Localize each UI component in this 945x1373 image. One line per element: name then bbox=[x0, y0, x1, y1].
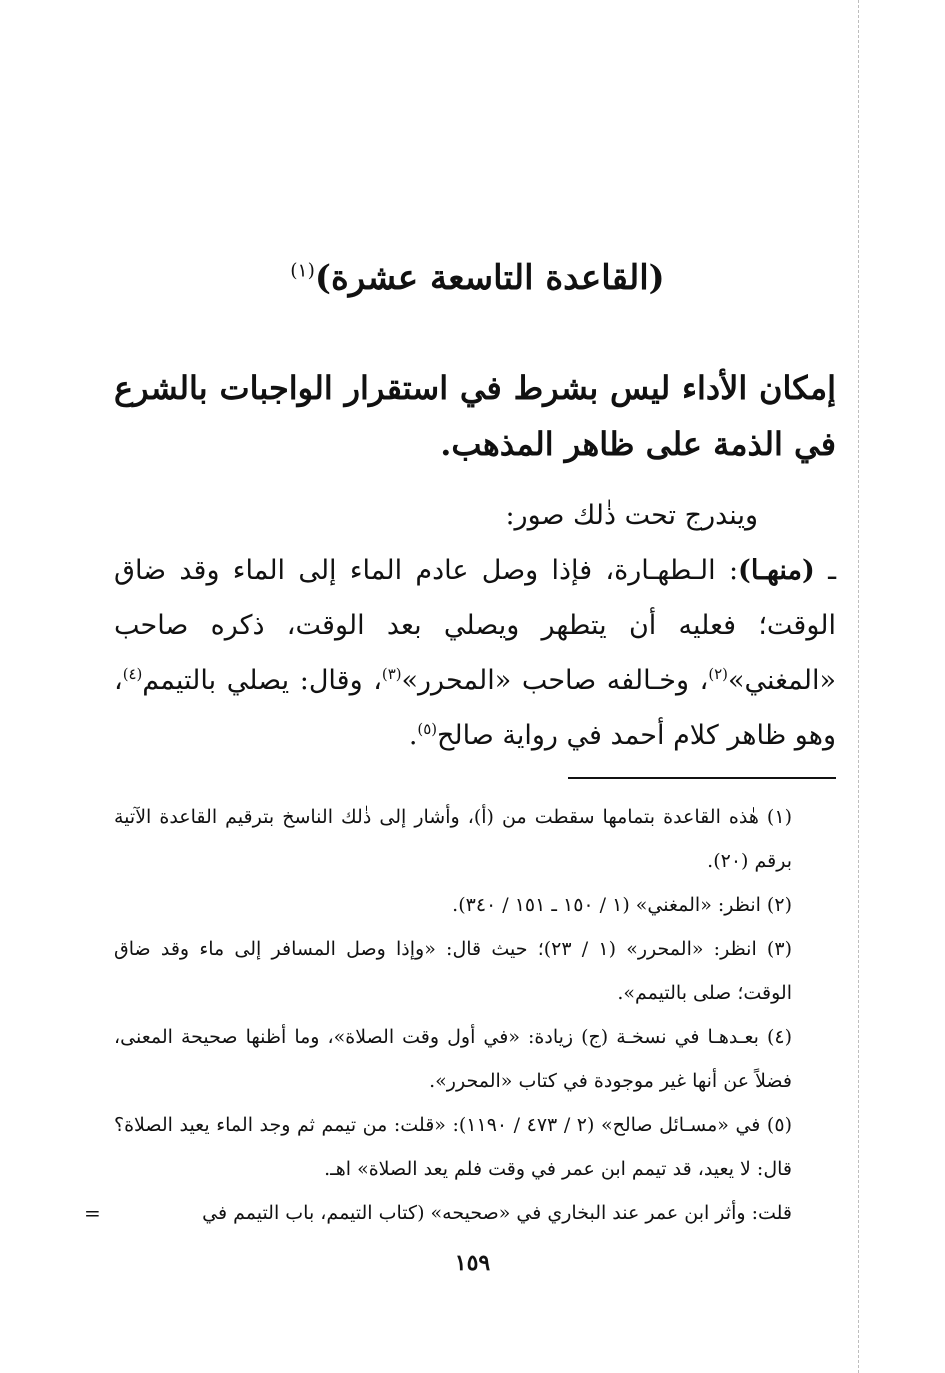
continuation-mark: = bbox=[84, 1201, 101, 1225]
footnote-4: (٤) بعـدهـا في نسخـة (ج) زيادة: «في أول وقت الصلاة»، وما أظنها صحيحة المعنى، فضلاً عن أنها غير موجودة في كتاب «المحرر». bbox=[114, 1026, 792, 1092]
footnote-continuation bbox=[84, 1191, 836, 1235]
rule-title bbox=[120, 256, 835, 300]
note-ref-2: (٢) bbox=[708, 665, 728, 683]
dash-lead: ـ bbox=[814, 555, 836, 586]
footnote-1: (١) هٰذه القاعدة بتمامها سقطت من (أ)، وأشار إلى ذٰلك الناسخ بترقيم القاعدة الآتية برقم (٢٠). bbox=[114, 806, 792, 872]
note-ref-3: (٣) bbox=[381, 665, 402, 683]
example-label: (منهـا) bbox=[738, 555, 815, 586]
crop-guide-line bbox=[858, 0, 859, 1373]
rule-title-text: (القاعدة التاسعة عشرة) bbox=[314, 258, 665, 298]
footnotes bbox=[84, 795, 836, 1235]
paragraph-part-3: ، وقال: يصلي بالتيمم bbox=[142, 665, 382, 696]
footnote-3: (٣) انظر: «المحرر» (١ / ٢٣)؛ حيث قال: «وإذا وصل المسافر إلى ماء وقد ضاق الوقت؛ صلى بالتيمم». bbox=[114, 938, 792, 1004]
note-ref-4: (٤) bbox=[122, 665, 143, 683]
title-note-ref: (١) bbox=[290, 260, 315, 282]
body-text bbox=[114, 488, 836, 763]
paragraph-part-1: : الـطهـارة، فإذا وصل عادم الماء إلى الماء وقد ضاق الوقت؛ فعليه أن يتطهر ويصلي بعد الوقت، ذكره صاحب «المغني» bbox=[114, 555, 836, 696]
footnote-5: (٥) في «مسـائل صالح» (٢ / ٤٧٣ / ١١٩٠): «قلت: من تيمم ثم وجد الماء يعيد الصلاة؟ قال: لا يعيد، قد تيمم ابن عمر في وقت فلم يعد الصلاة» اهـ. bbox=[114, 1114, 792, 1180]
intro-line: ويندرج تحت ذٰلك صور: bbox=[505, 500, 758, 531]
footnote-2: (٢) انظر: «المغني» (١ / ١٥٠ ـ ١٥١ / ٣٤٠). bbox=[452, 894, 792, 916]
footnote-continuation-text: قلت: وأثر ابن عمر عند البخاري في «صحيحه» (كتاب التيمم، باب التيمم في bbox=[202, 1202, 792, 1224]
paragraph-part-5: . bbox=[408, 720, 418, 751]
page-number: ١٥٩ bbox=[454, 1250, 491, 1276]
footnote-separator bbox=[568, 777, 836, 779]
paragraph-part-2: ، وخـالفه صاحب «المحرر» bbox=[401, 665, 709, 696]
rule-statement: إمكان الأداء ليس بشرط في استقرار الواجبات بالشرع في الذمة على ظاهر المذهب. bbox=[114, 369, 836, 463]
example-paragraph bbox=[114, 543, 836, 763]
paragraph-part-4: ، وهو ظاهر كلام أحمد في رواية صالح bbox=[114, 665, 836, 751]
note-ref-5: (٥) bbox=[417, 720, 437, 738]
